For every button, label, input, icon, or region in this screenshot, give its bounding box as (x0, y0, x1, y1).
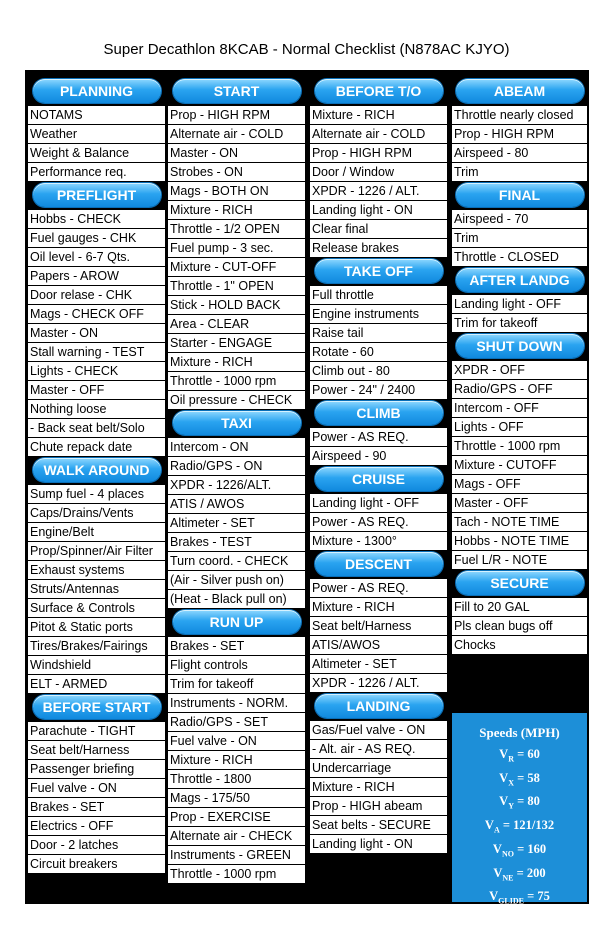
checklist-item: Throttle - 1800 (168, 770, 305, 789)
checklist-item: Alternate air - COLD (168, 125, 305, 144)
speed-symbol: V (494, 912, 504, 927)
checklist-item: Power - AS REQ. (310, 579, 447, 598)
checklist-item: ATIS/AWOS (310, 636, 447, 655)
checklist-item: Mixture - RICH (168, 751, 305, 770)
checklist-item: NOTAMS (28, 106, 165, 125)
checklist-item: Throttle - 1000 rpm (452, 437, 587, 456)
checklist-item: Mags - BOTH ON (168, 182, 305, 201)
speed-subscript: Y (508, 801, 514, 811)
checklist-item: Weather (28, 125, 165, 144)
checklist-item: Radio/GPS - SET (168, 713, 305, 732)
speeds-title: Speeds (MPH) (479, 725, 560, 740)
speed-vr (452, 745, 587, 769)
checklist-item: Airspeed - 70 (452, 210, 587, 229)
speed-value: = 58 (517, 770, 540, 785)
checklist-item: Alternate air - CHECK (168, 827, 305, 846)
checklist-item: Engine instruments (310, 305, 447, 324)
page-title: Super Decathlon 8KCAB - Normal Checklist (N878AC KJYO) (103, 41, 510, 58)
speed-subscript: REF (503, 920, 520, 930)
checklist-item: Release brakes (310, 239, 447, 258)
checklist-item: Chocks (452, 636, 587, 655)
section-header-run-up: RUN UP (173, 610, 301, 634)
checklist-item: Chute repack date (28, 438, 165, 457)
checklist-column-4 (452, 78, 587, 655)
checklist-item: Door / Window (310, 163, 447, 182)
speed-value: = 60 (517, 747, 540, 761)
section-header-preflight: PREFLIGHT (33, 183, 161, 207)
checklist-item: - Alt. air - AS REQ. (310, 740, 447, 759)
checklist-item: Throttle - 1000 rpm (168, 372, 305, 391)
section-header-landing: LANDING (315, 694, 443, 718)
checklist-item: Tires/Brakes/Fairings (28, 637, 165, 656)
checklist-item: Brakes - TEST (168, 533, 305, 552)
speed-vy (452, 792, 587, 816)
checklist-item: Mags - OFF (452, 475, 587, 494)
section-header-take-off: TAKE OFF (315, 259, 443, 283)
checklist-item: Intercom - ON (168, 438, 305, 457)
checklist-item: XPDR - 1226 / ALT. (310, 182, 447, 201)
speed-subscript: NO (501, 849, 514, 859)
checklist-item: Landing light - ON (310, 835, 447, 854)
speed-symbol: V (499, 770, 509, 785)
speed-value: = 75 (527, 889, 550, 904)
checklist-item: Nothing loose (28, 400, 165, 419)
checklist-item: Prop - HIGH RPM (168, 106, 305, 125)
checklist-item: Turn coord. - CHECK (168, 552, 305, 571)
checklist-item: Intercom - OFF (452, 399, 587, 418)
speed-subscript: A (493, 825, 500, 835)
checklist-item: Mixture - RICH (168, 353, 305, 372)
checklist-item: Starter - ENGAGE (168, 334, 305, 353)
checklist-item: Trim (452, 229, 587, 248)
speed-subscript: R (508, 754, 514, 764)
checklist-item: Pitot & Static ports (28, 618, 165, 637)
checklist-item: Area - CLEAR (168, 315, 305, 334)
checklist-item: Full throttle (310, 286, 447, 305)
checklist-item: Lights - OFF (452, 418, 587, 437)
checklist-column-3 (310, 78, 447, 854)
speed-value: = 70 (522, 912, 545, 927)
checklist-item: Throttle - CLOSED (452, 248, 587, 267)
checklist-item: Master - ON (168, 144, 305, 163)
checklist-item: Throttle nearly closed (452, 106, 587, 125)
checklist-item: Mags - CHECK OFF (28, 305, 165, 324)
checklist-item: Mixture - 1300° (310, 532, 447, 551)
speed-vglide (452, 887, 587, 911)
checklist-item: XPDR - OFF (452, 361, 587, 380)
checklist-item: XPDR - 1226 / ALT. (310, 674, 447, 693)
speed-subscript: GLIDE (498, 896, 524, 906)
checklist-item: Prop - EXERCISE (168, 808, 305, 827)
checklist-item: Passenger briefing (28, 760, 165, 779)
checklist-item: Landing light - ON (310, 201, 447, 220)
checklist-item: Mixture - CUTOFF (452, 456, 587, 475)
section-header-climb: CLIMB (315, 401, 443, 425)
checklist-item: Door relase - CHK (28, 286, 165, 305)
checklist-item: Seat belts - SECURE (310, 816, 447, 835)
checklist-item: Trim for takeoff (168, 675, 305, 694)
checklist-item: Oil pressure - CHECK (168, 391, 305, 410)
checklist-item: Fuel L/R - NOTE (452, 551, 587, 570)
checklist-item: Fill to 20 GAL (452, 598, 587, 617)
speed-value: = 200 (516, 865, 546, 880)
checklist-item: Fuel pump - 3 sec. (168, 239, 305, 258)
checklist-item: Fuel valve - ON (168, 732, 305, 751)
checklist-item: Papers - AROW (28, 267, 165, 286)
section-header-before-takeoff: BEFORE T/O (315, 79, 443, 103)
checklist-item: Altimeter - SET (310, 655, 447, 674)
checklist-item: Electrics - OFF (28, 817, 165, 836)
checklist-item: Mixture - RICH (310, 598, 447, 617)
speed-subscript: X (508, 778, 514, 788)
checklist-item: Rotate - 60 (310, 343, 447, 362)
checklist-item: Radio/GPS - OFF (452, 380, 587, 399)
checklist-item: Trim (452, 163, 587, 182)
checklist-item: Stall warning - TEST (28, 343, 165, 362)
checklist-item: Undercarriage (310, 759, 447, 778)
section-header-taxi: TAXI (173, 411, 301, 435)
checklist-item: Prop/Spinner/Air Filter (28, 542, 165, 561)
checklist-sheet (25, 70, 589, 930)
speed-symbol: V (484, 818, 494, 833)
checklist-item: Power - 24" / 2400 (310, 381, 447, 400)
speed-vne (452, 864, 587, 888)
checklist-item: Lights - CHECK (28, 362, 165, 381)
checklist-item: Oil level - 6-7 Qts. (28, 248, 165, 267)
checklist-item: Throttle - 1/2 OPEN (168, 220, 305, 239)
checklist-item: Prop - HIGH RPM (452, 125, 587, 144)
checklist-item: Brakes - SET (28, 798, 165, 817)
speed-symbol: V (499, 794, 509, 809)
section-header-cruise: CRUISE (315, 467, 443, 491)
speed-vx (452, 769, 587, 793)
checklist-item: Alternate air - COLD (310, 125, 447, 144)
checklist-item: Master - OFF (28, 381, 165, 400)
speed-symbol: V (499, 747, 509, 761)
checklist-item: Landing light - OFF (452, 295, 587, 314)
checklist-item: Trim for takeoff (452, 314, 587, 333)
checklist-item: Mixture - RICH (310, 778, 447, 797)
checklist-column-2 (168, 78, 305, 884)
checklist-item: Tach - NOTE TIME (452, 513, 587, 532)
checklist-item: Airspeed - 90 (310, 447, 447, 466)
speed-vno (452, 840, 587, 864)
speed-symbol: V (489, 889, 499, 904)
checklist-item: Instruments - NORM. (168, 694, 305, 713)
checklist-item: Gas/Fuel valve - ON (310, 721, 447, 740)
checklist-item: Engine/Belt (28, 523, 165, 542)
checklist-item: Parachute - TIGHT (28, 722, 165, 741)
checklist-item: Fuel gauges - CHK (28, 229, 165, 248)
section-header-secure: SECURE (456, 571, 584, 595)
checklist-item: Door - 2 latches (28, 836, 165, 855)
checklist-item: Climb out - 80 (310, 362, 447, 381)
checklist-item: Seat belt/Harness (28, 741, 165, 760)
checklist-item: Surface & Controls (28, 599, 165, 618)
section-header-abeam: ABEAM (456, 79, 584, 103)
checklist-item: Mixture - CUT-OFF (168, 258, 305, 277)
checklist-item: Strobes - ON (168, 163, 305, 182)
checklist-item: Master - OFF (452, 494, 587, 513)
checklist-item: (Air - Silver push on) (168, 571, 305, 590)
checklist-item: Mixture - RICH (310, 106, 447, 125)
section-header-final: FINAL (456, 183, 584, 207)
checklist-item: Sump fuel - 4 places (28, 485, 165, 504)
section-header-after-landing: AFTER LANDG (456, 268, 584, 292)
speed-va (452, 816, 587, 840)
checklist-column-1 (28, 78, 165, 874)
checklist-item: Performance req. (28, 163, 165, 182)
checklist-item: Altimeter - SET (168, 514, 305, 533)
section-header-start: START (173, 79, 301, 103)
section-header-descent: DESCENT (315, 552, 443, 576)
speed-value: = 80 (517, 794, 540, 809)
checklist-item: Mixture - RICH (168, 201, 305, 220)
speed-value: = 121/132 (502, 818, 555, 833)
speed-subscript: NE (502, 873, 514, 883)
checklist-item: Airspeed - 80 (452, 144, 587, 163)
checklist-item: Struts/Antennas (28, 580, 165, 599)
checklist-item: Landing light - OFF (310, 494, 447, 513)
checklist-item: Prop - HIGH RPM (310, 144, 447, 163)
checklist-item: Prop - HIGH abeam (310, 797, 447, 816)
checklist-item: Throttle - 1" OPEN (168, 277, 305, 296)
checklist-item: - Back seat belt/Solo (28, 419, 165, 438)
checklist-item: Hobbs - NOTE TIME (452, 532, 587, 551)
checklist-item: Stick - HOLD BACK (168, 296, 305, 315)
checklist-item: ATIS / AWOS (168, 495, 305, 514)
checklist-item: Power - AS REQ. (310, 513, 447, 532)
checklist-item: Seat belt/Harness (310, 617, 447, 636)
checklist-item: Throttle - 1000 rpm (168, 865, 305, 884)
checklist-item: Hobbs - CHECK (28, 210, 165, 229)
checklist-item: Radio/GPS - ON (168, 457, 305, 476)
checklist-item: Windshield (28, 656, 165, 675)
checklist-item: Flight controls (168, 656, 305, 675)
checklist-item: Mags - 175/50 (168, 789, 305, 808)
checklist-item: XPDR - 1226/ALT. (168, 476, 305, 495)
speed-value: = 160 (517, 841, 547, 856)
checklist-item: Instruments - GREEN (168, 846, 305, 865)
section-header-before-start: BEFORE START (33, 695, 161, 719)
speed-symbol: V (492, 841, 502, 856)
speed-symbol: V (493, 865, 503, 880)
checklist-item: Fuel valve - ON (28, 779, 165, 798)
checklist-item: Pls clean bugs off (452, 617, 587, 636)
checklist-item: Brakes - SET (168, 637, 305, 656)
checklist-item: Clear final (310, 220, 447, 239)
checklist-item: Weight & Balance (28, 144, 165, 163)
section-header-walk-around: WALK AROUND (33, 458, 161, 482)
checklist-item: Raise tail (310, 324, 447, 343)
checklist-item: Circuit breakers (28, 855, 165, 874)
speed-vref (452, 911, 587, 935)
checklist-item: Exhaust systems (28, 561, 165, 580)
checklist-item: Power - AS REQ. (310, 428, 447, 447)
checklist-item: Master - ON (28, 324, 165, 343)
section-header-planning: PLANNING (33, 79, 161, 103)
speeds-panel (452, 713, 587, 930)
section-header-shut-down: SHUT DOWN (456, 334, 584, 358)
checklist-item: Caps/Drains/Vents (28, 504, 165, 523)
checklist-item: ELT - ARMED (28, 675, 165, 694)
checklist-item: (Heat - Black pull on) (168, 590, 305, 609)
